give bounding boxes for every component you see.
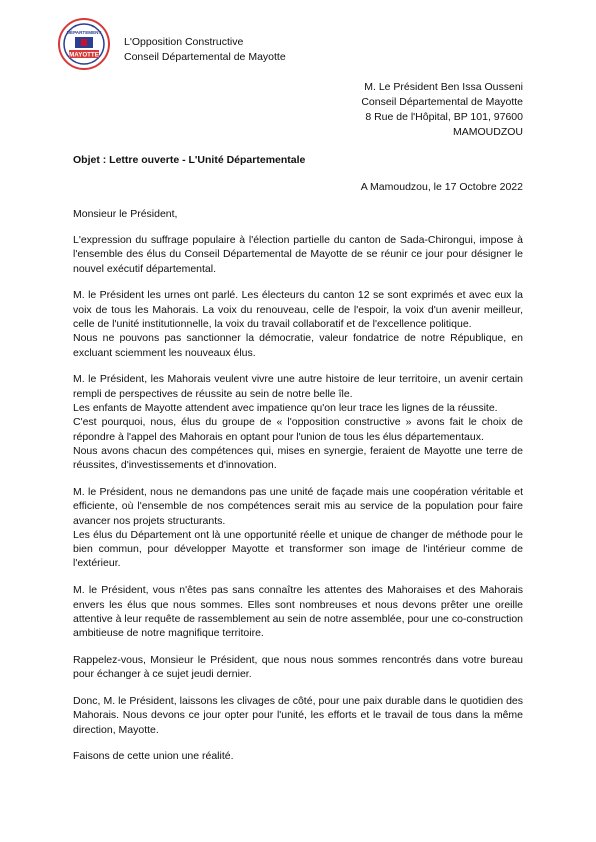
sender-block	[124, 35, 286, 65]
recipient-line-2: Conseil Départemental de Mayotte	[361, 96, 523, 108]
paragraph-7: Donc, M. le Président, laissons les clivages de côté, pour une paix durable dans le quotidien des Mahorais. Nous devons ce jour opter pour l'unité, les efforts et le travail de tous dans la même direction, Mayotte.	[73, 695, 523, 736]
paragraph-3-part-a: M. le Président, les Mahorais veulent vivre une autre histoire de leur territoire, un avenir certain rempli de perspectives de réussite au sein de notre belle île.	[73, 373, 523, 400]
paragraph-6: Rappelez-vous, Monsieur le Président, que nous nous sommes rencontrés dans votre bureau pour échanger à ce sujet jeudi dernier.	[73, 653, 523, 681]
letter-body	[73, 233, 523, 776]
paragraph-2-part-b: Nous ne pouvons pas sanctionner la démocratie, valeur fondatrice de notre République, en excluant sciemment les nouveaux élus.	[73, 332, 523, 359]
subject-line: Objet : Lettre ouverte - L'Unité Départementale	[73, 154, 306, 166]
paragraph-4-part-a: M. le Président, nous ne demandons pas une unité de façade mais une coopération véritable et efficiente, où l'ensemble de nos compétences serait mis au service de la population pour faire avancer nos projets structurants.	[73, 485, 523, 527]
paragraph-1: L'expression du suffrage populaire à l'élection partielle du canton de Sada-Chirongui, impose à l'ensemble des élus du Conseil Départemental de Mayotte de se réunir ce jour pour désigner le nouvel exécutif départemental.	[73, 234, 523, 275]
paragraph-2-part-a: M. le Président les urnes ont parlé. Les électeurs du canton 12 se sont exprimés et avec eux la voix de tous les Mahorais. La voix du renouveau, celle de l'espoir, la voix d'un avenir meilleur, celle de l'unité institutionnelle, la voix du travail collaboratif et de l'excellence politique.	[73, 289, 523, 330]
paragraph-3	[73, 372, 523, 472]
sender-line-2: Conseil Départemental de Mayotte	[124, 51, 286, 63]
paragraph-3-part-c: C'est pourquoi, nous, élus du groupe de « l'opposition constructive » avons fait le choix de répondre à l'appel des Mahorais en optant pour l'union de tous les élus départementaux.	[73, 416, 523, 443]
recipient-address	[361, 80, 523, 140]
paragraph-3-part-b: Les enfants de Mayotte attendent avec impatience qu'on leur trace les lignes de la réussite.	[73, 401, 498, 414]
recipient-line-4: MAMOUDZOU	[453, 126, 523, 138]
paragraph-4-part-b: Les élus du Département ont là une opportunité réelle et unique de changer de méthode pour le bien commun, pour développer Mayotte et transformer son image de l'intérieur comme de l'extérieur.	[73, 528, 523, 570]
paragraph-5: M. le Président, vous n'êtes pas sans connaître les attentes des Mahoraises et des Mahorais envers les élus que nous sommes. Elles sont nombreuses et nous devons prêter une oreille attentive à leur requête de rassemblement au sein de notre assemblée, pour une co-construction ambitieuse de notre magnifique territoire.	[73, 584, 524, 640]
departement-mayotte-logo	[58, 18, 110, 70]
paragraph-4	[73, 485, 523, 571]
paragraph-8: Faisons de cette union une réalité.	[73, 750, 234, 763]
logo-seal-icon	[58, 18, 110, 70]
paragraph-2	[73, 288, 523, 359]
sender-line-1: L'Opposition Constructive	[124, 36, 244, 48]
salutation: Monsieur le Président,	[73, 208, 178, 220]
recipient-line-3: 8 Rue de l'Hôpital, BP 101, 97600	[365, 111, 523, 123]
logo-bottom-text: MAYOTTE	[69, 51, 99, 59]
paragraph-3-part-d: Nous avons chacun des compétences qui, mises en synergie, feraient de Mayotte une terre de réussites, d'investissements et d'innovation.	[73, 444, 523, 472]
recipient-line-1: M. Le Président Ben Issa Ousseni	[364, 81, 523, 93]
letter-date: A Mamoudzou, le 17 Octobre 2022	[360, 181, 523, 193]
logo-top-text: DÉPARTEMENT	[66, 30, 102, 35]
